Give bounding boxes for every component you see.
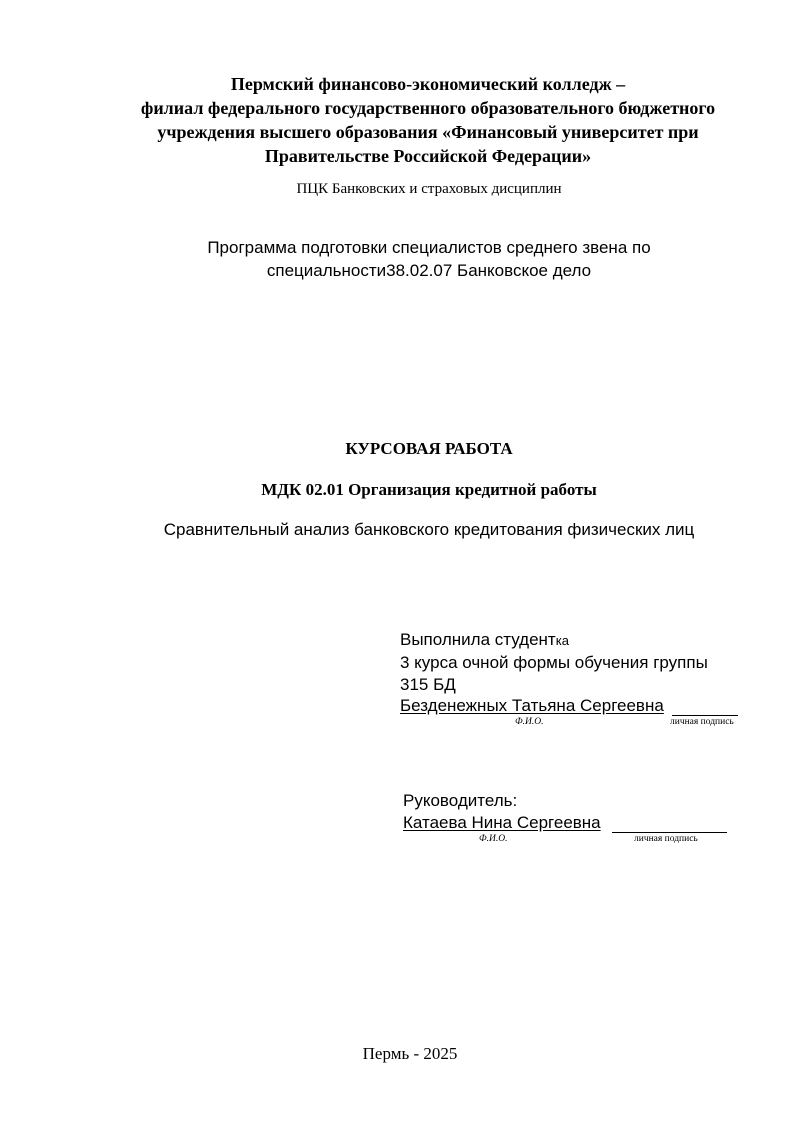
- institution-line-3: учреждения высшего образования «Финансовый университет при: [157, 122, 699, 142]
- student-name: Безденежных Татьяна Сергеевна: [400, 696, 664, 715]
- institution-line-2: филиал федерального государственного образовательного бюджетного: [140, 98, 716, 118]
- program-line-2: специальности38.02.07 Банковское дело: [266, 261, 592, 280]
- student-group: 315 БД: [400, 675, 456, 694]
- student-course: 3 курса очной формы обучения группы: [400, 653, 708, 672]
- student-signature-line: [672, 715, 738, 716]
- city-year: Пермь - 2025: [362, 1044, 458, 1063]
- program-line-1: Программа подготовки специалистов среднего звена по: [207, 238, 651, 257]
- department-name: ПЦК Банковских и страховых дисциплин: [296, 181, 562, 197]
- work-type-title: КУРСОВАЯ РАБОТА: [345, 439, 513, 458]
- performed-by-label: [400, 630, 569, 650]
- institution-header: [100, 72, 756, 168]
- discipline-title: МДК 02.01 Организация кредитной работы: [261, 480, 597, 499]
- student-fio-caption: Ф.И.О.: [515, 717, 544, 727]
- topic-title: Сравнительный анализ банковского кредитования физических лиц: [163, 520, 695, 539]
- institution-line-1: Пермский финансово-экономический колледж –: [230, 74, 626, 94]
- performed-by-suffix: ка: [555, 633, 569, 648]
- supervisor-name: Катаева Нина Сергеевна: [403, 813, 601, 832]
- supervisor-signature-line: [612, 832, 727, 833]
- institution-line-4: Правительстве Российской Федерации»: [264, 146, 592, 166]
- supervisor-label: Руководитель:: [403, 791, 518, 810]
- supervisor-signature-caption: личная подпись: [634, 834, 698, 844]
- supervisor-fio-caption: Ф.И.О.: [479, 834, 508, 844]
- student-signature-caption: личная подпись: [670, 717, 734, 727]
- performed-by-text: Выполнила студент: [400, 630, 556, 649]
- program-block: [0, 236, 800, 282]
